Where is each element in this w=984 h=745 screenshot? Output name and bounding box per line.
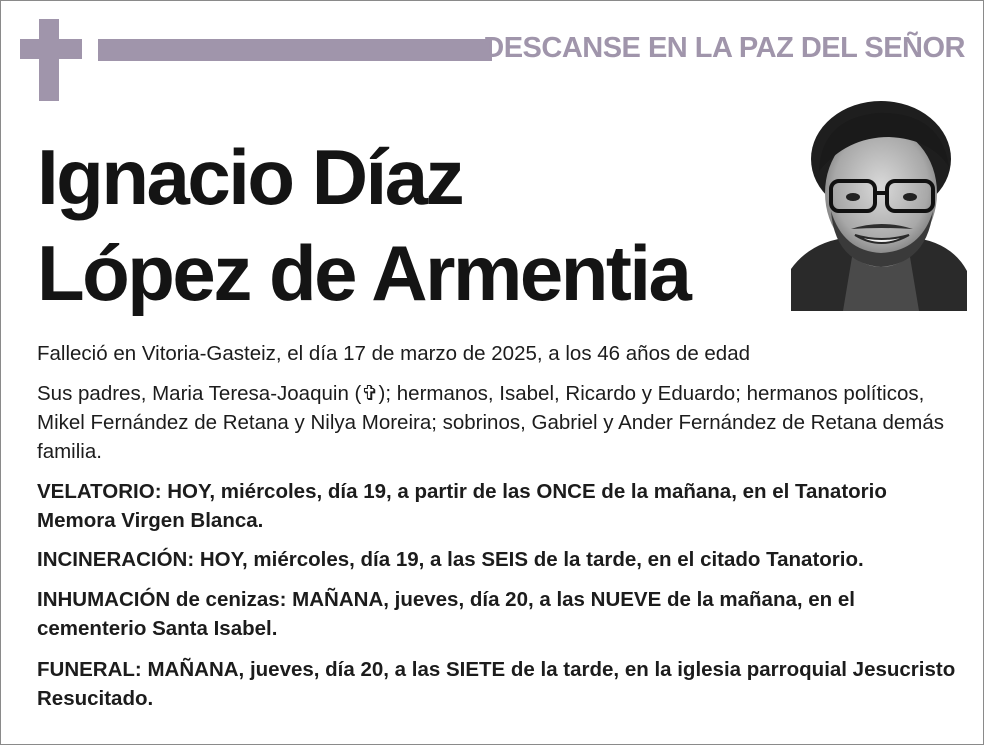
header-divider-bar [98, 39, 492, 61]
deceased-name [37, 129, 689, 321]
velatorio-info: VELATORIO: HOY, miércoles, día 19, a partir de las ONCE de la mañana, en el Tanatorio Memora Virgen Blanca. [37, 480, 887, 532]
family-list: Sus padres, Maria Teresa-Joaquin (✞); hermanos, Isabel, Ricardo y Eduardo; hermanos políticos, Mikel Fernández de Retana y Nilya Moreira; sobrinos, Gabriel y Ander Fernández de Retana demás familia. [37, 382, 945, 463]
deceased-name-line1: Ignacio Díaz [37, 133, 463, 221]
portrait-photo [791, 101, 967, 311]
cross-icon [20, 19, 82, 101]
header-title: DESCANSE EN LA PAZ DEL SEÑOR [483, 32, 965, 64]
funeral-info: FUNERAL: MAÑANA, jueves, día 20, a las SIETE de la tarde, en la iglesia parroquial Jesucristo Resucitado. [37, 658, 956, 710]
death-notice: Falleció en Vitoria-Gasteiz, el día 17 de marzo de 2025, a los 46 años de edad [37, 342, 751, 365]
deceased-name-line2: López de Armentia [37, 229, 690, 317]
incineracion-info: INCINERACIÓN: HOY, miércoles, día 19, a las SEIS de la tarde, en el citado Tanatorio. [37, 548, 864, 571]
inhumacion-info: INHUMACIÓN de cenizas: MAÑANA, jueves, día 20, a las NUEVE de la mañana, en el cementerio Santa Isabel. [37, 588, 855, 640]
